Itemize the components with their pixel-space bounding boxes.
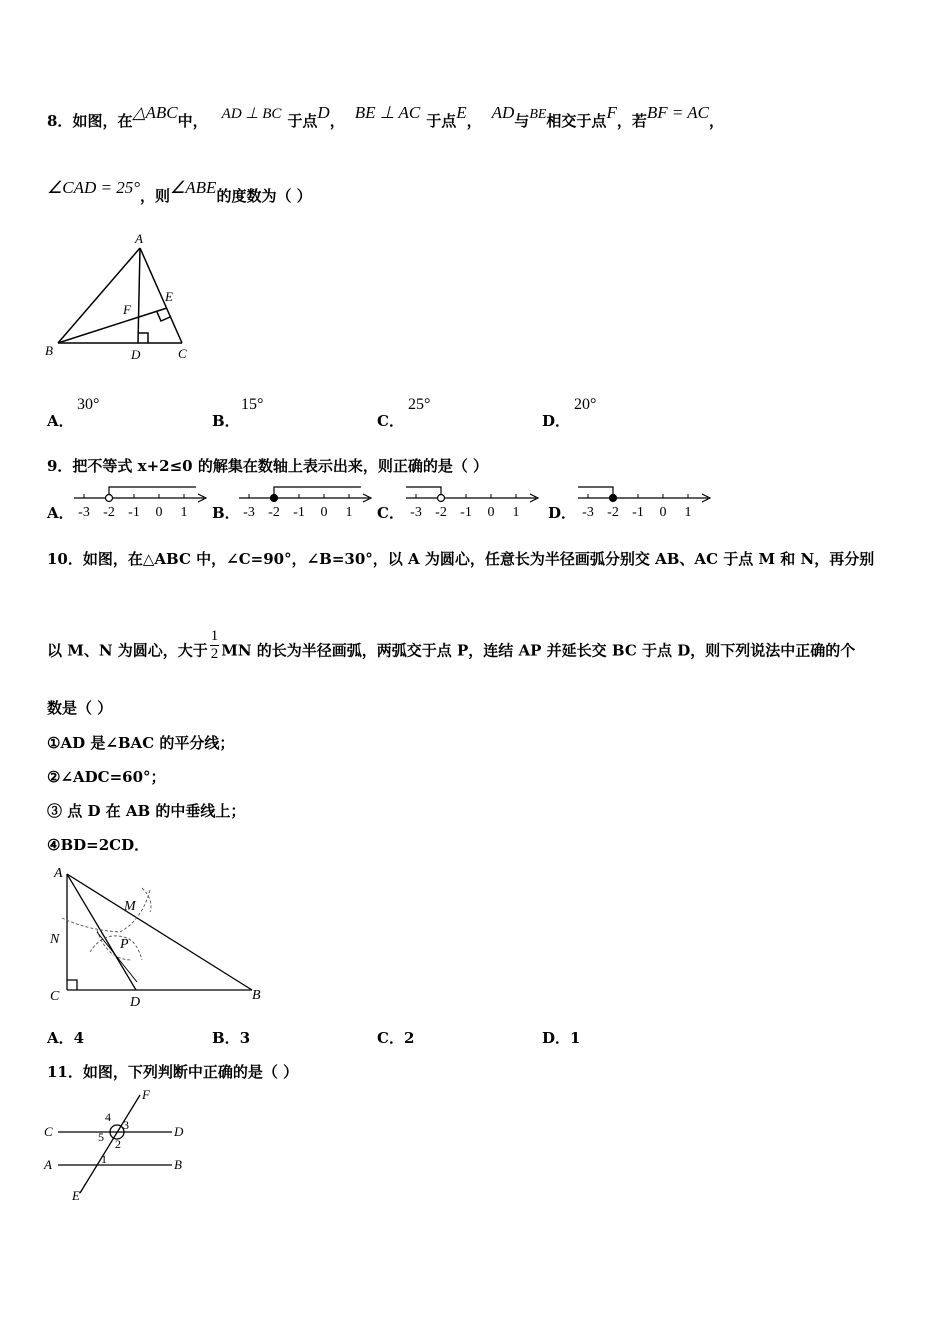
label-c: C (178, 346, 187, 361)
number-line-svg (404, 484, 544, 520)
q8-option-b-value: 15° (241, 396, 264, 413)
option-letter: B． (212, 1029, 240, 1047)
number-line-svg (576, 484, 716, 520)
label-c: C (50, 989, 60, 1004)
numerator: 1 (210, 628, 219, 644)
label-b: B (45, 343, 53, 358)
q10-statement-2: ②∠ADC=60°； (47, 768, 166, 786)
label-f: F (123, 302, 131, 317)
text: ，则 (140, 187, 171, 205)
q8-option-c-value: 25° (408, 396, 431, 413)
q8-option-c[interactable]: C． (377, 412, 404, 430)
label-e: E (72, 1188, 80, 1203)
angle-1: 1 (101, 1152, 107, 1166)
tick-label: -2 (607, 505, 619, 520)
q8-option-d-value: 20° (574, 396, 597, 413)
math: △ABC (132, 103, 178, 122)
text: 的度数为（ ） (216, 187, 312, 205)
q10-line3: 数是（ ） (47, 699, 113, 717)
tick-label: -1 (632, 505, 644, 520)
label-d: D (131, 347, 141, 362)
q8-triangle-figure (40, 228, 200, 368)
q8-option-a[interactable]: A． (47, 412, 74, 430)
denominator: 2 (210, 646, 219, 662)
text: 与 (514, 112, 530, 130)
q8-option-b[interactable]: B． (212, 412, 240, 430)
tick-label: -2 (435, 505, 447, 520)
text: 中， (177, 112, 208, 130)
q10-option-d[interactable] (542, 1027, 580, 1048)
number-line-b (237, 484, 377, 520)
tick-label: 1 (345, 505, 353, 520)
label-b: B (174, 1157, 182, 1172)
option-letter: D． (542, 1029, 571, 1047)
q10-option-c[interactable] (377, 1027, 414, 1048)
label-f: F (142, 1087, 150, 1102)
text: 于点 (287, 112, 318, 130)
math: AD (491, 103, 515, 122)
tick-label: 1 (180, 505, 188, 520)
number-line-a (72, 484, 212, 520)
tick-label: 1 (512, 505, 520, 520)
text: 如图，在 (72, 112, 133, 130)
tick-label: -3 (78, 505, 90, 520)
label-m: M (124, 899, 136, 914)
q9-option-b[interactable]: B． (212, 504, 240, 522)
tick-label: -3 (410, 505, 422, 520)
label-d: D (130, 995, 141, 1010)
label-p: P (120, 937, 129, 952)
tick-label: 0 (320, 505, 328, 520)
angle-2: 2 (115, 1137, 121, 1151)
math: D (317, 103, 330, 122)
label-a: A (135, 231, 143, 246)
number-line-svg (237, 484, 377, 520)
tick-label: 0 (659, 505, 667, 520)
text: 以 M、N 为圆心，大于 (47, 641, 208, 660)
q8-option-d[interactable]: D． (542, 412, 571, 430)
angle-5: 5 (98, 1130, 104, 1144)
tick-label: 0 (487, 505, 495, 520)
q9-text: 9．把不等式 x+2≤0 的解集在数轴上表示出来，则正确的是（ ） (47, 457, 489, 475)
label-a: A (44, 1157, 52, 1172)
tick-label: -3 (243, 505, 255, 520)
q11-text: 11．如图，下列判断中正确的是（ ） (47, 1063, 299, 1081)
math: E (456, 103, 467, 122)
q8-line2 (47, 178, 312, 206)
math: ∠ABE (170, 178, 217, 197)
number-line-svg (72, 484, 212, 520)
q10-option-a[interactable] (47, 1027, 84, 1048)
text: 相交于点 (546, 112, 607, 130)
closed-dot (610, 495, 617, 502)
q10-line1: 10．如图，在△ABC 中，∠C=90°，∠B=30°，以 A 为圆心，任意长为半径画弧分别交 AB、AC 于点 M 和 N，再分别 (47, 550, 875, 568)
q10-line2 (47, 628, 856, 669)
option-value: 1 (570, 1029, 581, 1047)
q8-option-a-value: 30° (77, 396, 100, 413)
option-letter: A． (47, 1029, 74, 1047)
q9-option-a[interactable]: A． (47, 504, 74, 522)
q10-triangle-figure (42, 860, 272, 1010)
q9-option-d[interactable]: D． (548, 504, 577, 522)
option-value: 3 (239, 1029, 251, 1047)
label-b: B (252, 988, 261, 1003)
q10-statement-1: ①AD 是∠BAC 的平分线； (47, 734, 235, 752)
math: BE ⊥ AC (354, 103, 421, 122)
question-number: 8． (47, 112, 73, 130)
closed-dot (271, 495, 278, 502)
tick-label: -2 (103, 505, 115, 520)
label-c: C (44, 1124, 53, 1139)
option-letter: C． (377, 1029, 404, 1047)
math: AD ⊥ BC (221, 106, 282, 122)
angle-4: 4 (105, 1110, 111, 1124)
label-a: A (54, 866, 63, 881)
solution-bracket (406, 487, 441, 498)
q8-line1 (47, 103, 725, 131)
label-d: D (174, 1124, 184, 1139)
label-e: E (165, 289, 173, 304)
text: 于点 (426, 112, 457, 130)
option-value: 4 (73, 1029, 85, 1047)
tick-label: -1 (293, 505, 305, 520)
label-n: N (50, 932, 60, 947)
number-line-c (404, 484, 544, 520)
tick-label: -2 (268, 505, 280, 520)
fraction-one-half (210, 628, 220, 663)
number-line-d (576, 484, 716, 520)
q9-option-c[interactable]: C． (377, 504, 404, 522)
q10-option-b[interactable] (212, 1027, 250, 1048)
math: BE (529, 107, 547, 122)
solution-bracket (109, 487, 196, 498)
text: ， (709, 112, 725, 130)
math: BF = AC (646, 103, 709, 122)
q10-statement-4: ④BD=2CD． (47, 836, 150, 854)
text: ，若 (616, 112, 647, 130)
open-dot (438, 495, 445, 502)
tick-label: -1 (460, 505, 472, 520)
open-dot (106, 495, 113, 502)
text: ， (329, 112, 345, 130)
angle-3: 3 (123, 1118, 129, 1132)
text: ， (466, 112, 482, 130)
q10-statement-3: ③ 点 D 在 AB 的中垂线上； (47, 802, 246, 820)
text: MN 的长为半径画弧，两弧交于点 P，连结 AP 并延长交 BC 于点 D，则下列说法中正确的个 (221, 641, 856, 660)
solution-bracket (274, 487, 361, 498)
math: ∠CAD = 25° (47, 178, 141, 197)
tick-label: 1 (684, 505, 692, 520)
tick-label: -1 (128, 505, 140, 520)
solution-bracket (578, 487, 613, 498)
math: F (606, 103, 617, 122)
q11-parallel-lines-figure (40, 1085, 200, 1205)
tick-label: 0 (155, 505, 163, 520)
tick-label: -3 (582, 505, 594, 520)
option-value: 2 (403, 1029, 415, 1047)
